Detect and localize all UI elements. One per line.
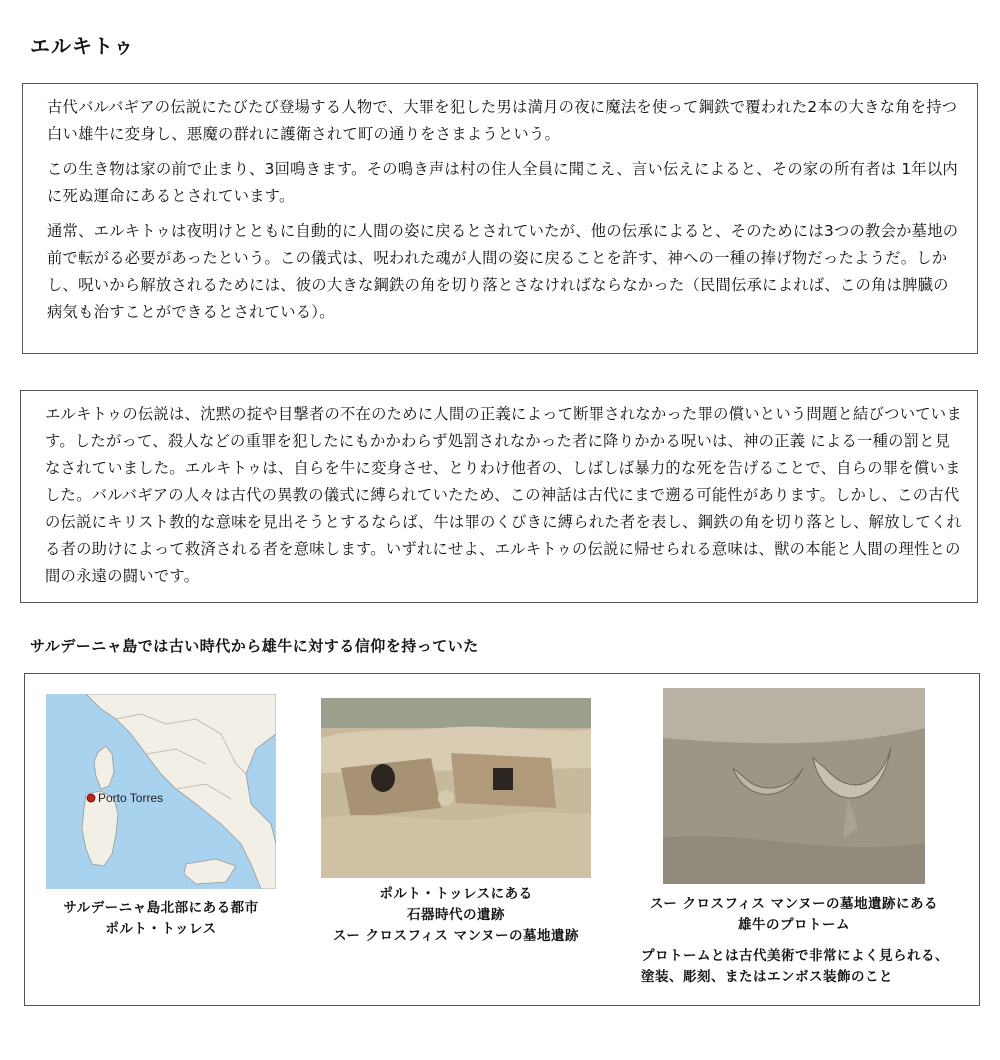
paragraph-2: この生き物は家の前で止まり、3回鳴きます。その鳴き声は村の住人全員に聞こえ、言い伝えによると、その家の所有者は 1年以内に死ぬ運命にあるとされています。 — [47, 160, 958, 205]
protome-photo — [663, 688, 925, 884]
legend-meaning-box — [20, 390, 978, 603]
ruins-svg — [321, 698, 591, 878]
paragraph-3: 通常、エルキトゥは夜明けとともに自動的に人間の姿に戻るとされていたが、他の伝承によると、そのためには3つの教会か墓地の前で転がる必要があったという。この儀式は、呪われた魂が人間の姿に戻ることを許す、神への一種の捧げ物だったようだ。しかし、呪いから解放されるためには、彼の大きな鋼鉄の角を切り落とさなければならなかった（民間伝承によれば、この角は脾臓の病気も治すことができるとされている）。 — [47, 222, 959, 321]
protome-note: プロトームとは古代美術で非常によく見られる、 塗装、彫刻、またはエンボス装飾のこと — [641, 948, 949, 985]
map-image — [46, 694, 276, 889]
map-caption: サルデーニャ島北部にある都市 ポルト・トッレス — [63, 900, 259, 937]
map-svg — [46, 694, 276, 889]
location-marker-icon — [87, 794, 95, 802]
map-label: Porto Torres — [98, 791, 164, 805]
protome-caption: スー クロスフィス マンヌーの墓地遺跡にある 雄牛のプロトーム — [649, 896, 939, 933]
section-heading: サルデーニャ島では古い時代から雄牛に対する信仰を持っていた — [30, 637, 479, 655]
protome-svg — [663, 688, 925, 884]
paragraph-meaning: エルキトゥの伝説は、沈黙の掟や目撃者の不在のために人間の正義によって断罪されなかった罪の償いという問題と結びついています。したがって、殺人などの重罪を犯したにもかかわらず処罰されなかった者に降りかかる呪いは、神の正義 による一種の罰と見なされていました。エルキトゥは、自らを牛に変身させ、とりわけ他者の、しばしば暴力的な死を告げることで、自らの罪を償いました。バルバギアの人々は古代の異教の儀式に縛られていたため、この神話は古代にまで遡る可能性があります。しかし、この古代の伝説にキリスト教的な意味を見出そうとするならば、牛は罪のくびきに縛られた者を表し、鋼鉄の角を切り落とし、解放してくれる者の助けによって救済される者を意味します。いずれにせよ、エルキトゥの伝説に帰せられる意味は、獣の本能と人間の理性との間の永遠の闘いです。 — [45, 405, 962, 585]
ruins-photo — [321, 698, 591, 878]
ruins-caption: ポルト・トッレスにある 石器時代の遺跡 スー クロスフィス マンヌーの墓地遺跡 — [332, 886, 580, 944]
paragraph-1: 古代バルバギアの伝説にたびたび登場する人物で、大罪を犯した男は満月の夜に魔法を使って鋼鉄で覆われた2本の大きな角を持つ白い雄牛に変身し、悪魔の群れに護衛されて町の通りをさまようという。 — [47, 98, 958, 143]
legend-description-box — [22, 83, 978, 354]
figures-box — [24, 673, 980, 1006]
page-title: エルキトゥ — [30, 34, 135, 58]
